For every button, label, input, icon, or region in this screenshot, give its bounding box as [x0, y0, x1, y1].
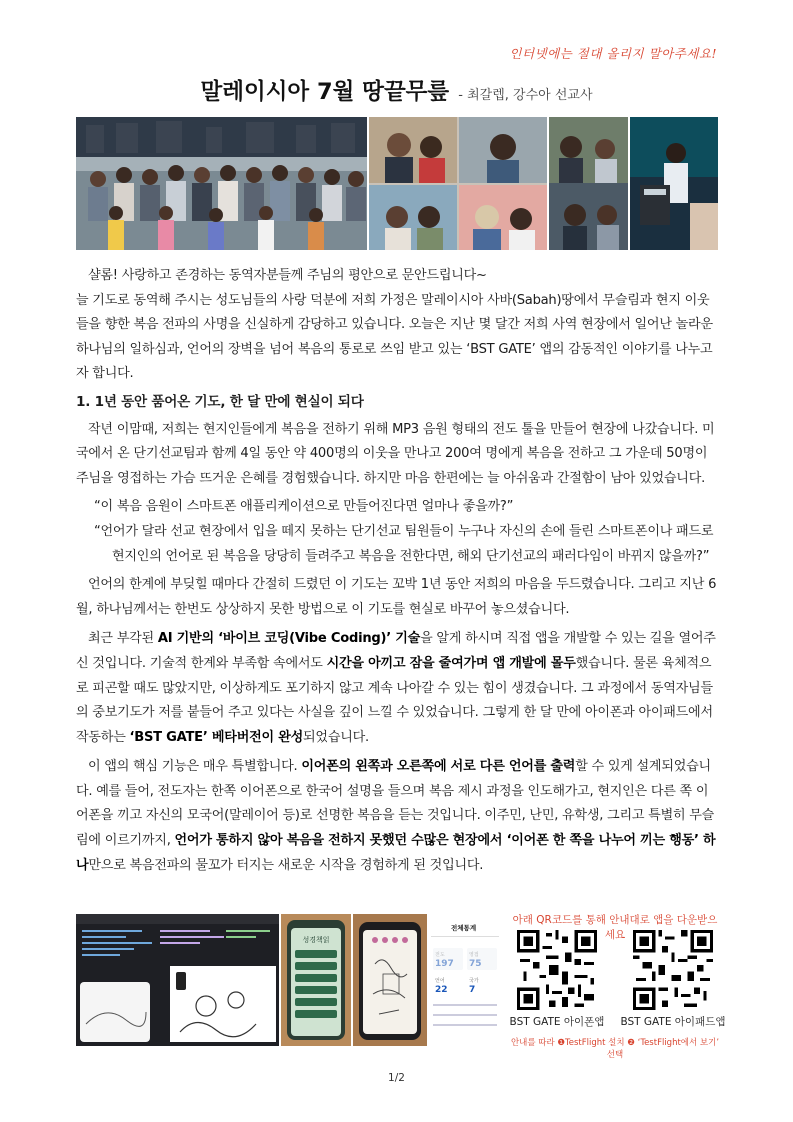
stat-value-3: 7 [469, 985, 476, 995]
qr-instructions: 아래 QR코드를 통해 안내대로 앱을 다운받으세요 [512, 914, 718, 941]
group-photo [76, 117, 367, 250]
page-number: 1/2 [388, 1072, 405, 1084]
quote-1: “이 복음 음원이 스마트폰 애플리케이션으로 만들어진다면 얼마나 좋을까?” [94, 499, 514, 515]
qr-panel [509, 908, 726, 1060]
phone-app-title: 성경책읽 [302, 936, 330, 944]
presentation-photo [630, 117, 718, 250]
paragraph-3: 최근 부각된 AI 기반의 ‘바이브 코딩(Vibe Coding)’ 기술을 알게 하시며 직접 앱을 개발할 수 있는 길을 열어주신 것입니다. 기술적 한계와 부족함 속에서도 시간을 아끼고 잠을 줄여가며 앱 개발에 몰두했습니다. 물론 육체적으로 피곤할 때도 많았지만, 이상하게도 포기하지 않고 계속 나아갈 수 있는 힘이 생겼습니다. 그 과정에서 동역자님들의 중보기도가 저를 붙들어 주고 있다는 사실을 깊이 느낄 수 있었습니다. 그렇게 한 달 만에 아이폰과 아이패드에서 작동하는 ‘BST GATE’ 베타버전이 완성되었습니다. [76, 631, 716, 745]
title-row [0, 74, 793, 106]
qr-label-iphone: BST GATE 아이폰앱 [509, 1016, 605, 1028]
confidential-notice: 인터넷에는 절대 올리지 말아주세요! [509, 46, 717, 61]
collage-photo [369, 117, 546, 250]
qr-code-iphone[interactable] [517, 930, 597, 1010]
qr-label-ipad: BST GATE 아이패드앱 [620, 1016, 726, 1028]
quote-2b: 현지인의 언어로 된 복음을 당당히 들려주고 복음을 전한다면, 해외 단기선교의 패러다임이 바뀌지 않을까?” [112, 548, 710, 564]
stats-screen [429, 914, 501, 1046]
phone-screen-1 [281, 914, 351, 1046]
paragraph-2: 언어의 한계에 부딪힐 때마다 간절히 드렸던 이 기도는 꼬박 1년 동안 저희의 마음을 두드렸습니다. 그리고 지난 6월, 하나님께서는 한번도 상상하지 못한 방법으로 이 기도를 현실로 바꾸어 놓으셨습니다. [76, 577, 717, 617]
greeting-line: 샬롬! 사랑하고 존경하는 동역자분들께 주님의 평안으로 문안드립니다~ [88, 268, 487, 283]
stats-title: 전체통계 [451, 924, 477, 932]
page-title: 말레이시아 7월 땅끝무릎 [200, 79, 450, 105]
paragraph-4: 이 앱의 핵심 기능은 매우 특별합니다. 이어폰의 왼쪽과 오른쪽에 서로 다른 언어를 출력할 수 있게 설계되었습니다. 예를 들어, 전도자는 한쪽 이어폰으로 한국어 설명을 들으며 복음 제시 과정을 인도해가고, 현지인은 다른 쪽 이어폰을 끼고 자신의 모국어(말레이어 등)로 선명한 복음을 듣는 것입니다. 이주민, 난민, 유학생, 그리고 특별히 무슬림에 이르기까지, 언어가 통하지 않아 복음을 전하지 못했던 수많은 현장에서 ‘이어폰 한 쪽을 나누어 끼는 행동’ 하나만으로 복음전파의 물꼬가 터지는 새로운 시작을 경험하게 된 것입니다. [76, 759, 716, 873]
app-screenshots [76, 914, 501, 1046]
stat-label-2: 언어 [435, 978, 446, 984]
qr-hint: 안내를 따라 ❶TestFlight 설치 ❷ ‘TestFlight에서 보기’ 선택 [510, 1038, 720, 1060]
phone-screen-2 [353, 914, 428, 1046]
section-heading: 1. 1년 동안 품어온 기도, 한 달 만에 현실이 되다 [76, 393, 364, 410]
article-body [76, 264, 720, 878]
page-subtitle: - 최갈렙, 강수아 선교사 [458, 88, 593, 103]
stat-label-3: 국가 [469, 978, 480, 984]
selfie-photo [549, 117, 629, 250]
quote-2a: “언어가 달라 선교 현장에서 입을 떼지 못하는 단기선교 팀원들이 누구나 자신의 손에 들린 스마트폰이나 패드로 [94, 523, 714, 539]
qr-code-ipad[interactable] [633, 930, 713, 1010]
stat-value-2: 22 [435, 985, 448, 995]
paragraph-1: 작년 이맘때, 저희는 현지인들에게 복음을 전하기 위해 MP3 음원 형태의 전도 툴을 만들어 현장에 나갔습니다. 미국에서 온 단기선교팀과 함께 4일 동안 약 400명의 이웃을 만나고 200여 명에게 복음을 전하고 그 가운데 50명이 주님을 영접하는 가슴 뜨거운 은혜를 경험했습니다. 하지만 마음 한편에는 늘 아쉬움과 간절함이 남아 있었습니다. [76, 421, 715, 486]
dev-screenshot [76, 914, 279, 1046]
intro-paragraph: 늘 기도로 동역해 주시는 성도님들의 사랑 덕분에 저희 가정은 말레이시아 사바(Sabah)땅에서 무슬림과 현지 이웃들을 향한 복음 전파의 사명을 신실하게 감당하고 있습니다. 오늘은 지난 몇 달간 저희 사역 현장에서 일어난 놀라운 하나님의 일하심과, 언어의 장벽을 넘어 복음의 통로로 쓰임 받고 있는 ‘BST GATE’ 앱의 감동적인 이야기를 나누고자 합니다. [76, 292, 713, 382]
photo-strip [76, 117, 718, 250]
